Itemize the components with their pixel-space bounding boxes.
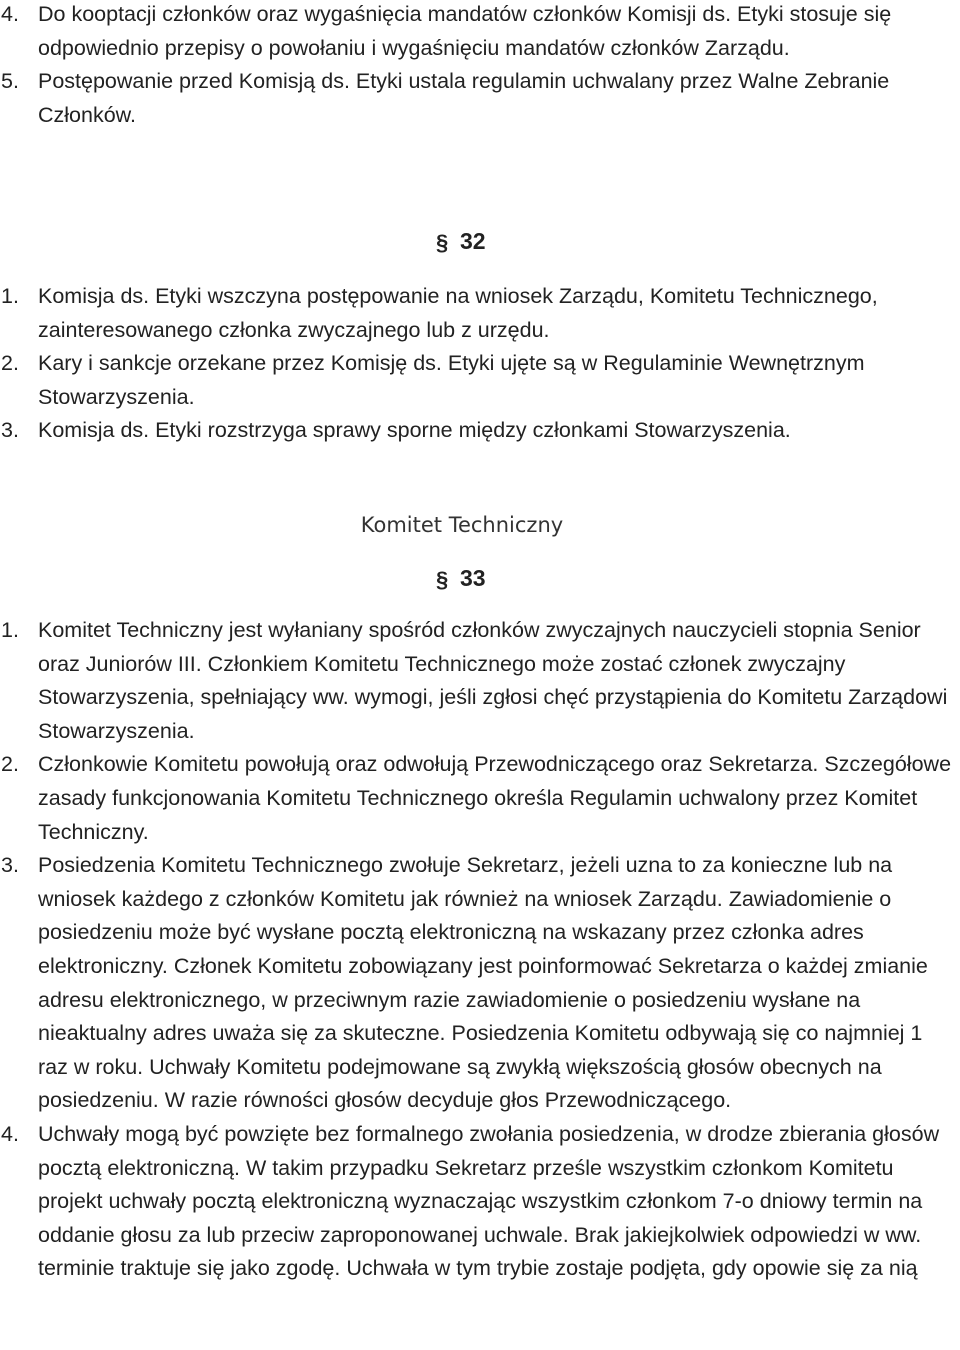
section-number: 32 bbox=[460, 228, 486, 254]
list-item-text: Komisja ds. Etyki rozstrzyga sprawy sporne między członkami Stowarzyszenia. bbox=[38, 418, 791, 443]
section-33-list bbox=[0, 614, 960, 1286]
list-item-text: Komitet Techniczny jest wyłaniany spośród członków zwyczajnych nauczycieli stopnia Senior oraz Juniorów III. Członkiem Komitetu Technicznego może zostać członek zwyczajny Stowarzyszenia, spełniający ww. wymogi, jeśli zgłosi chęć przystąpienia do Komitetu Zarządowi Stowarzyszenia. bbox=[38, 618, 948, 743]
list-item-text: Postępowanie przed Komisją ds. Etyki ustala regulamin uchwalany przez Walne Zebranie Członków. bbox=[38, 69, 890, 127]
list-item bbox=[0, 748, 960, 849]
section-33-marker bbox=[0, 565, 960, 605]
list-item-number: 5. bbox=[1, 69, 19, 94]
section-number: 33 bbox=[460, 565, 486, 591]
list-item bbox=[0, 65, 960, 132]
list-item-text: Posiedzenia Komitetu Technicznego zwołuje Sekretarz, jeżeli uzna to za konieczne lub na wniosek każdego z członków Komitetu jak również na wniosek Zarządu. Zawiadomienie o posiedzeniu może być wysłane pocztą elektroniczną na wskazany przez członka adres elektroniczny. Członek Komitetu zobowiązany jest poinformować Sekretarza o każdej zmianie adresu elektronicznego, w przeciwnym razie zawiadomienie o posiedzeniu wysłane na nieaktualny adres uważa się za skuteczne. Posiedzenia Komitetu odbywają się co najmniej 1 raz w roku. Uchwały Komitetu podejmowane są zwykłą większością głosów obecnych na posiedzeniu. W razie równości głosów decyduje głos Przewodniczącego. bbox=[38, 853, 928, 1113]
list-item bbox=[0, 347, 960, 414]
list-item-number: 1. bbox=[1, 284, 19, 308]
list-item-number: 2. bbox=[1, 752, 19, 777]
section-heading: Komitet Techniczny bbox=[360, 513, 564, 537]
list-item-text: Kary i sankcje orzekane przez Komisję ds. Etyki ujęte są w Regulaminie Wewnętrznym Stowarzyszenia. bbox=[38, 351, 865, 409]
list-item-text: Do kooptacji członków oraz wygaśnięcia mandatów członków Komisji ds. Etyki stosuje się odpowiednio przepisy o powołaniu i wygaśnięciu mandatów członków Zarządu. bbox=[38, 2, 892, 60]
list-item bbox=[0, 414, 960, 448]
list-item-text: Komisja ds. Etyki wszczyna postępowanie na wniosek Zarządu, Komitetu Technicznego, zainteresowanego członka zwyczajnego lub z urzędu. bbox=[38, 284, 878, 342]
section-symbol: § bbox=[436, 230, 449, 255]
list-item-number: 3. bbox=[1, 853, 19, 878]
list-item-number: 2. bbox=[1, 351, 19, 376]
list-item bbox=[0, 1118, 960, 1286]
list-item-text: Uchwały mogą być powzięte bez formalnego zwołania posiedzenia, w drodze zbierania głosów pocztą elektroniczną. W takim przypadku Sekretarz prześle wszystkim członkom Komitetu projekt uchwały pocztą elektroniczną wyznaczając wszystkim członkom 7-o dniowy termin na oddanie głosu za lub przeciw zaproponowanej uchwale. Brak jakiejkolwiek odpowiedzi w ww. terminie traktuje się jako zgodę. Uchwała w tym trybie zostaje podjęta, gdy opowie się za nią bbox=[38, 1121, 940, 1281]
section-symbol: § bbox=[436, 567, 449, 592]
list-item-text: Członkowie Komitetu powołują oraz odwołują Przewodniczącego oraz Sekretarza. Szczegółowe zasady funkcjonowania Komitetu Technicznego określa Regulamin uchwalony przez Komitet Techniczny. bbox=[38, 752, 952, 844]
list-item bbox=[0, 0, 960, 65]
top-list bbox=[0, 0, 960, 132]
list-item-number: 4. bbox=[1, 1121, 19, 1146]
section-32-marker bbox=[0, 228, 960, 268]
list-item bbox=[0, 280, 960, 347]
list-item bbox=[0, 614, 960, 748]
list-item-number: 1. bbox=[1, 618, 19, 642]
list-item bbox=[0, 849, 960, 1118]
list-item-number: 4. bbox=[1, 2, 19, 26]
list-item-number: 3. bbox=[1, 418, 19, 443]
section-32-list bbox=[0, 280, 960, 448]
